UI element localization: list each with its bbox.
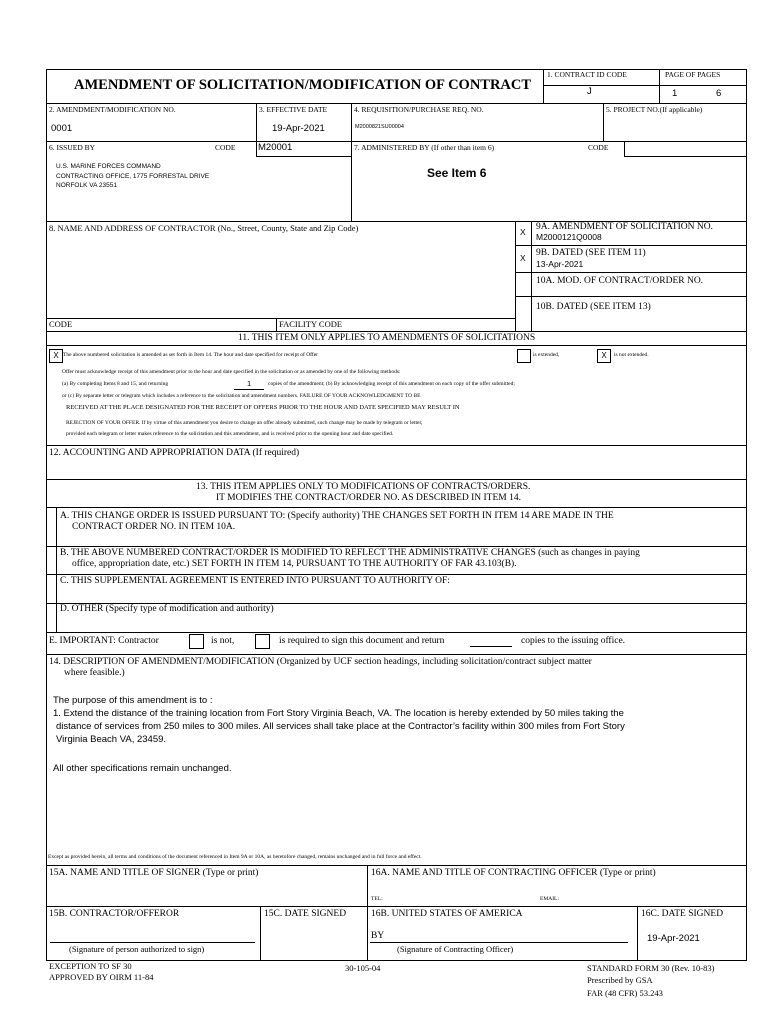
footer-prescribed: Prescribed by GSA	[587, 975, 653, 985]
amendment-description-line: Virginia Beach VA, 23459.	[56, 734, 167, 745]
rule	[515, 221, 516, 331]
date-16c-label: 16C. DATE SIGNED	[641, 909, 724, 919]
rule	[56, 507, 57, 632]
contractor-label: 8. NAME AND ADDRESS OF CONTRACTOR (No., Street, County, State and Zip Code)	[49, 223, 359, 233]
by-label: BY	[371, 931, 385, 941]
box-9a-mark: X	[520, 227, 526, 237]
facility-code-label: FACILITY CODE	[279, 319, 343, 329]
contractor-is-required-checkbox[interactable]	[255, 634, 270, 649]
issued-address-line: CONTRACTING OFFICE, 1775 FORRESTAL DRIVE	[56, 173, 210, 180]
rule	[367, 865, 368, 961]
box-9b-mark: X	[520, 253, 526, 263]
box-9a-label: 9A. AMENDMENT OF SOLICITATION NO.	[536, 222, 713, 232]
rule	[637, 906, 638, 961]
item-11-warning: RECEIVED AT THE PLACE DESIGNATED FOR THE RECEIPT OF OFFERS PRIOR TO THE HOUR AND DATE SPECIFIED MAY RESULT IN	[66, 404, 460, 411]
administered-by-value: See Item 6	[427, 166, 487, 180]
administered-by-label: 7. ADMINISTERED BY (If other than item 6)	[354, 143, 495, 152]
item-11-instructions: (a) By completing Items 8 and 15, and returning	[62, 381, 169, 387]
box-9a-value: M2000121Q0008	[536, 232, 602, 242]
rule	[46, 69, 47, 961]
rule	[276, 318, 277, 331]
project-no-label: 5. PROJECT NO.(If applicable)	[606, 105, 703, 114]
rule	[351, 103, 352, 221]
amendment-no-label: 2. AMENDMENT/MODIFICATION NO.	[49, 105, 176, 114]
rule	[234, 389, 264, 390]
contract-id-label: 1. CONTRACT ID CODE	[547, 70, 627, 79]
footer-far: FAR (48 CFR) 53.243	[587, 988, 663, 998]
amendment-other-specs: All other specifications remain unchanged.	[53, 763, 232, 774]
page-count: 6	[716, 88, 722, 99]
issued-by-label: 6. ISSUED BY	[49, 143, 96, 152]
issued-address-line: NORFOLK VA 23551	[56, 182, 117, 189]
rule	[46, 69, 747, 70]
signer-15a-label: 15A. NAME AND TITLE OF SIGNER (Type or print)	[49, 868, 259, 878]
contractor-code-label: CODE	[49, 319, 73, 329]
email-label: EMAIL:	[540, 896, 559, 902]
effective-date-value: 19-Apr-2021	[272, 123, 325, 134]
rule	[46, 445, 747, 446]
contractor-is-not-checkbox[interactable]	[189, 634, 204, 649]
requisition-value: M2000821SU00004	[355, 124, 404, 130]
rule	[46, 906, 747, 907]
rule	[256, 156, 351, 157]
amendment-purpose: The purpose of this amendment is to :	[53, 695, 213, 706]
rule	[543, 69, 544, 103]
footer-approved: APPROVED BY OIRM 11-84	[49, 972, 154, 982]
item-12-label: 12. ACCOUNTING AND APPROPRIATION DATA (If required)	[49, 448, 300, 458]
rule	[46, 507, 747, 508]
rule	[46, 865, 747, 866]
is-extended-checkbox[interactable]	[517, 349, 531, 363]
signature-person-caption: (Signature of person authorized to sign)	[69, 944, 205, 954]
item-e-copies: copies to the issuing office.	[521, 636, 626, 646]
issued-address-line: U.S. MARINE FORCES COMMAND	[56, 163, 161, 170]
rule	[46, 345, 747, 346]
signature-line	[370, 942, 628, 943]
rule	[46, 103, 747, 104]
item-13a-text: A. THIS CHANGE ORDER IS ISSUED PURSUANT TO: (Specify authority) THE CHANGES SET FORTH IN ITEM 14 ARE MADE IN THE	[60, 511, 614, 521]
rule	[46, 654, 747, 655]
rule	[746, 69, 747, 961]
item-13a-text: CONTRACT ORDER NO. IN ITEM 10A.	[72, 522, 236, 532]
amendment-description-line: 1. Extend the distance of the training location from Fort Story Virginia Beach, VA. The location is hereby extended by 50 miles taking the	[53, 708, 624, 719]
requisition-label: 4. REQUISITION/PURCHASE REQ. NO.	[354, 105, 484, 114]
rule	[470, 646, 512, 647]
signature-officer-caption: (Signature of Contracting Officer)	[397, 944, 514, 954]
item-11-heading: 11. THIS ITEM ONLY APPLIES TO AMENDMENTS OF SOLICITATIONS	[238, 333, 536, 343]
box-9b-value: 13-Apr-2021	[536, 259, 584, 269]
rule	[659, 69, 660, 103]
box-9b-label: 9B. DATED (SEE ITEM 11)	[536, 248, 646, 258]
is-not-extended-checkbox[interactable]: X	[597, 349, 611, 363]
item-e-is-required: is required to sign this document and return	[279, 636, 445, 646]
footer-exception: EXCEPTION TO SF 30	[49, 961, 132, 971]
item-13b-text: B. THE ABOVE NUMBERED CONTRACT/ORDER IS MODIFIED TO REFLECT THE ADMINISTRATIVE CHANGES (such as changes in paying	[60, 548, 640, 558]
issued-code-value: M20001	[258, 142, 293, 153]
page-of-pages-label: PAGE OF PAGES	[665, 70, 721, 79]
rule	[515, 272, 746, 273]
effective-date-label: 3. EFFECTIVE DATE	[259, 105, 328, 114]
rule	[46, 479, 747, 480]
item-11-amended-text: The above numbered solicitation is amended as set forth in Item 14. The hour and date specified for receipt of Offer	[63, 352, 319, 358]
item-14-label: where feasible.)	[64, 668, 125, 678]
item-13d-text: D. OTHER (Specify type of modification and authority)	[60, 604, 274, 614]
item-11-instructions: provided each telegram or letter makes reference to the solicitation and this amendment, and is received prior to the opening hour and date specified.	[66, 431, 394, 437]
is-extended-label: is extended,	[533, 352, 560, 358]
amendment-description-line: distance of services from 250 miles to 300 miles. All services shall take place at the Contractor’s facility within 300 miles from Fort Story	[56, 721, 625, 732]
footer-form-code: 30-105-04	[345, 963, 381, 973]
rule	[46, 574, 747, 575]
rule	[515, 245, 746, 246]
rule	[603, 103, 604, 141]
except-as-provided-note: Except as provided herein, all terms and conditions of the document referenced in Item 9A or 10A, as heretofore changed, remains unchanged and in full force and effect.	[48, 854, 422, 860]
item-e-label: E. IMPORTANT: Contractor	[49, 636, 159, 646]
item-13c-text: C. THIS SUPPLEMENTAL AGREEMENT IS ENTERED INTO PURSUANT TO AUTHORITY OF:	[60, 576, 450, 586]
item-11-instructions: Offer must acknowledge receipt of this amendment prior to the hour and date specified in the solicitation or as amended by one of the following methods:	[62, 369, 401, 375]
amendment-no-value: 0001	[51, 123, 73, 134]
rule	[46, 960, 747, 961]
rule	[531, 221, 532, 331]
date-signed-value: 19-Apr-2021	[647, 933, 700, 944]
box-10b-label: 10B. DATED (SEE ITEM 13)	[536, 302, 651, 312]
rule	[256, 103, 257, 141]
rule	[46, 546, 747, 547]
item-11-instructions: or (c) By separate letter or telegram which includes a reference to the solicitation and amendment numbers. FAILURE OF YOUR ACKNOWLEDGMENT TO BE	[62, 393, 421, 399]
item-13-heading: IT MODIFIES THE CONTRACT/ORDER NO. AS DESCRIBED IN ITEM 14.	[216, 493, 521, 503]
item-13b-text: office, appropriation date, etc.) SET FORTH IN ITEM 14, PURSUANT TO THE AUTHORITY OF FAR 43.103(B).	[72, 559, 517, 569]
rule	[624, 156, 746, 157]
rule	[515, 296, 746, 297]
item-14-label: 14. DESCRIPTION OF AMENDMENT/MODIFICATION (Organized by UCF section headings, including solicitation/contract subject matter	[49, 657, 592, 667]
contract-id-value: J	[587, 86, 592, 97]
solicitation-amended-checkbox[interactable]: X	[49, 349, 63, 363]
copies-value: 1	[247, 379, 252, 388]
officer-16a-label: 16A. NAME AND TITLE OF CONTRACTING OFFICER (Type or print)	[371, 868, 656, 878]
signature-line	[50, 942, 255, 943]
item-e-is-not: is not,	[211, 636, 235, 646]
item-13-heading: 13. THIS ITEM APPLIES ONLY TO MODIFICATIONS OF CONTRACTS/ORDERS.	[196, 482, 531, 492]
rule	[46, 331, 747, 332]
box-10a-label: 10A. MOD. OF CONTRACT/ORDER NO.	[536, 276, 704, 286]
date-15c-label: 15C. DATE SIGNED	[264, 909, 347, 919]
rule	[624, 141, 625, 156]
item-11-instructions: copies of the amendment; (b) By acknowledging receipt of this amendment on each copy of the offer submitted;	[268, 381, 515, 387]
form-title: AMENDMENT OF SOLICITATION/MODIFICATION OF CONTRACT	[74, 77, 532, 93]
rule	[46, 141, 747, 142]
rule	[256, 141, 257, 156]
usa-16b-label: 16B. UNITED STATES OF AMERICA	[371, 909, 523, 919]
footer-standard-form: STANDARD FORM 30 (Rev. 10-83)	[587, 963, 715, 973]
contractor-15b-label: 15B. CONTRACTOR/OFFEROR	[49, 909, 180, 919]
rule	[543, 85, 746, 86]
issued-code-label: CODE	[215, 143, 236, 152]
item-11-instructions: REJECTION OF YOUR OFFER. If by virtue of this amendment you desire to change an offer already submitted, such change may be made by telegram or letter,	[66, 420, 423, 426]
tel-label: TEL:	[371, 896, 383, 902]
admin-code-label: CODE	[588, 143, 609, 152]
page-number: 1	[672, 88, 678, 99]
rule	[46, 632, 747, 633]
rule	[260, 906, 261, 961]
is-not-extended-label: is not extended.	[614, 352, 649, 358]
